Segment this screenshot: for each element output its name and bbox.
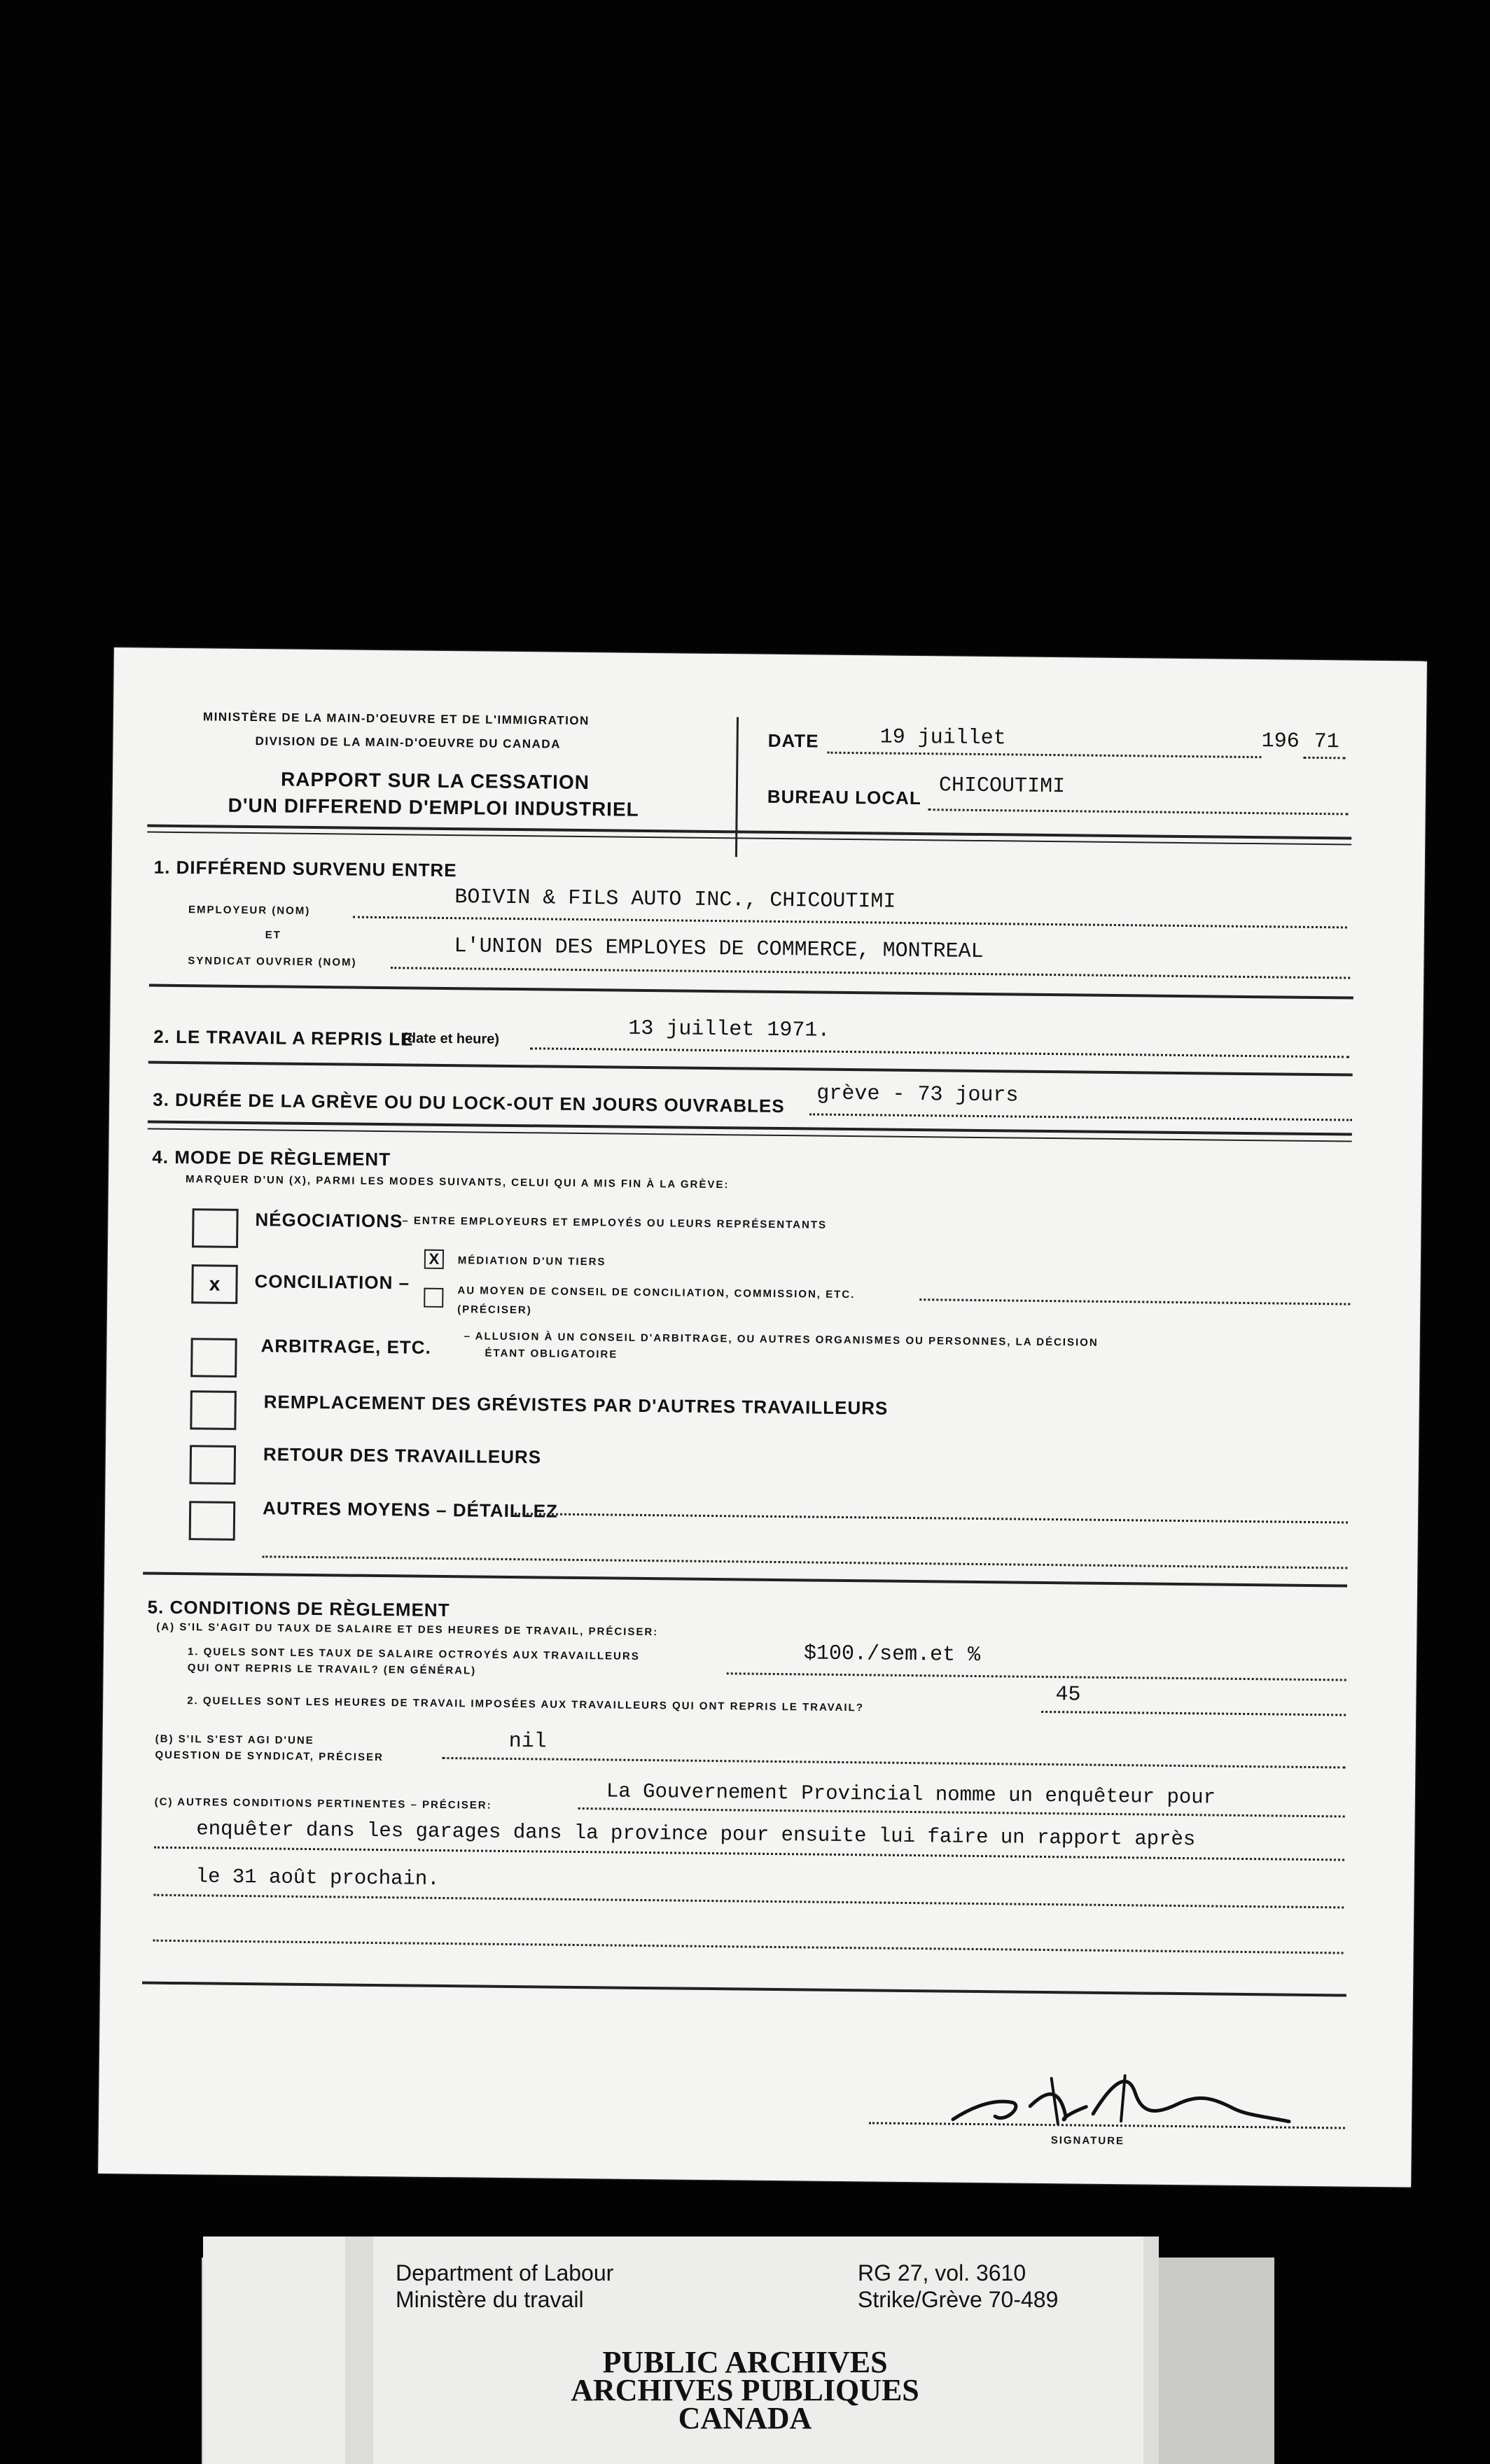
section-1-title: 1. DIFFÉREND SURVENU ENTRE [153, 856, 457, 881]
archives-line-3: CANADA [678, 2401, 812, 2435]
remplacement-checkbox [190, 1390, 237, 1430]
archives-line-1: PUBLIC ARCHIVES [602, 2345, 888, 2379]
section-5-c-dotted-line-1 [578, 1807, 1345, 1817]
section-3-title: 3. DURÉE DE LA GRÈVE OU DU LOCK-OUT EN JOURS OUVRABLES [153, 1088, 785, 1117]
section-5-c-dotted-line-4 [153, 1940, 1344, 1954]
section-5-a1-line-1: 1. QUELS SONT LES TAUX DE SALAIRE OCTROYÉS AUX TRAVAILLEURS [187, 1646, 640, 1662]
union-question-value: nil [508, 1729, 547, 1754]
year-value: 71 [1314, 729, 1339, 755]
retour-label: RETOUR DES TRAVAILLEURS [263, 1443, 542, 1468]
negociations-desc: – ENTRE EMPLOYEURS ET EMPLOYÉS OU LEURS REPRÉSENTANTS [402, 1214, 828, 1231]
arbitrage-label: ARBITRAGE, ETC. [260, 1335, 431, 1358]
form-title-line-2: D'UN DIFFEREND D'EMPLOI INDUSTRIEL [228, 794, 639, 820]
et-label: ET [265, 929, 281, 941]
section-5-a1-dotted-line [727, 1672, 1346, 1681]
hours-value: 45 [1055, 1683, 1081, 1707]
negociations-checkbox [192, 1208, 239, 1248]
section-5-title: 5. CONDITIONS DE RÈGLEMENT [147, 1596, 450, 1621]
archive-dept-fr: Ministère du travail [396, 2287, 584, 2312]
header-divider [735, 717, 739, 857]
handwritten-signature [946, 2064, 1297, 2137]
date-value: 19 juillet [879, 725, 1006, 751]
section-2-title: 2. LE TRAVAIL A REPRIS LE [153, 1026, 414, 1050]
autres-label: AUTRES MOYENS – DÉTAILLEZ [262, 1497, 559, 1522]
ministry-line-2: DIVISION DE LA MAIN-D'OEUVRE DU CANADA [255, 734, 561, 751]
union-dotted-line [391, 967, 1350, 979]
union-value: L'UNION DES EMPLOYES DE COMMERCE, MONTREAL [454, 934, 984, 965]
negociations-label: NÉGOCIATIONS [255, 1209, 403, 1232]
signature-label: SIGNATURE [1050, 2134, 1125, 2148]
section-5-a1-line-2: QUI ONT REPRIS LE TRAVAIL? (EN GÉNÉRAL) [187, 1662, 477, 1677]
section-5-c-label: (C) AUTRES CONDITIONS PERTINENTES – PRÉCISER: [154, 1795, 492, 1812]
bureau-label: BUREAU LOCAL [767, 785, 921, 809]
section-5-b-line-1: (B) S'IL S'EST AGI D'UNE [155, 1732, 314, 1747]
date-label: DATE [767, 729, 819, 752]
section-3-rule [148, 1121, 1352, 1136]
bureau-value: CHICOUTIMI [938, 774, 1066, 799]
conciliation-label: CONCILIATION – [254, 1270, 410, 1294]
section-2-dotted-line [530, 1047, 1349, 1058]
strike-report-form [98, 648, 1427, 2188]
conciliation-checkbox: x [191, 1264, 238, 1304]
archive-ref-line-1: RG 27, vol. 3610 [858, 2260, 1026, 2286]
bureau-dotted-line [928, 808, 1349, 815]
year-prefix: 196 [1261, 729, 1300, 754]
section-5-b-line-2: QUESTION DE SYNDICAT, PRÉCISER [155, 1749, 384, 1764]
ministry-line-1: MINISTÈRE DE LA MAIN-D'OEUVRE ET DE L'IMMIGRATION [202, 710, 590, 728]
conseil-checkbox [424, 1288, 443, 1308]
mediation-label: MÉDIATION D'UN TIERS [457, 1254, 606, 1268]
preciser-label: (PRÉCISER) [457, 1303, 532, 1317]
strike-duration-value: grève - 73 jours [816, 1082, 1019, 1108]
archive-dept-en: Department of Labour [396, 2260, 614, 2286]
section-5-c-dotted-line-3 [153, 1894, 1344, 1909]
salary-value: $100./sem.et % [803, 1642, 981, 1668]
employer-label: EMPLOYEUR (NOM) [188, 904, 311, 917]
other-conditions-line-3: le 31 août prochain. [195, 1865, 440, 1891]
section-2-subtitle: (date et heure) [403, 1030, 500, 1047]
union-label: SYNDICAT OUVRIER (NOM) [188, 955, 357, 969]
section-5-b-dotted-line [442, 1757, 1345, 1769]
autres-dotted-line-1 [515, 1513, 1348, 1523]
archive-ref-line-2: Strike/Grève 70-489 [858, 2287, 1059, 2312]
mediation-checkbox: X [424, 1250, 444, 1269]
section-3-rule-2 [148, 1128, 1352, 1142]
section-4-title: 4. MODE DE RÈGLEMENT [152, 1146, 391, 1170]
section-5-a2-label: 2. QUELLES SONT LES HEURES DE TRAVAIL IMPOSÉES AUX TRAVAILLEURS QUI ONT REPRIS LE TRAVAIL? [187, 1695, 865, 1714]
remplacement-label: REMPLACEMENT DES GRÉVISTES PAR D'AUTRES TRAVAILLEURS [263, 1391, 889, 1419]
section-5-rule [142, 1982, 1346, 1997]
conseil-dotted-line [919, 1298, 1350, 1305]
retour-checkbox [189, 1445, 236, 1485]
autres-checkbox [189, 1501, 236, 1541]
other-conditions-line-2: enquêter dans les garages dans la province pour ensuite lui faire un rapport après [196, 1817, 1196, 1851]
arbitrage-desc-1: – ALLUSION À UN CONSEIL D'ARBITRAGE, OU AUTRES ORGANISMES OU PERSONNES, LA DÉCISION [464, 1330, 1099, 1349]
arbitrage-checkbox [190, 1338, 237, 1378]
section-3-dotted-line [809, 1113, 1352, 1121]
section-4-rule [143, 1572, 1347, 1588]
conseil-label: AU MOYEN DE CONSEIL DE CONCILIATION, COMMISSION, ETC. [457, 1284, 856, 1301]
section-5-a2-dotted-line [1041, 1711, 1346, 1716]
autres-dotted-line-2 [262, 1555, 1347, 1569]
date-dotted-line [827, 752, 1261, 758]
employer-value: BOIVIN & FILS AUTO INC., CHICOUTIMI [454, 886, 896, 914]
section-1-rule [149, 984, 1353, 1000]
section-5-a-label: (A) S'IL S'AGIT DU TAUX DE SALAIRE ET DES HEURES DE TRAVAIL, PRÉCISER: [156, 1620, 659, 1639]
employer-dotted-line [353, 916, 1347, 929]
form-title-line-1: RAPPORT SUR LA CESSATION [280, 768, 590, 794]
archives-line-2: ARCHIVES PUBLIQUES [571, 2373, 919, 2407]
other-conditions-line-1: La Gouvernement Provincial nomme un enquêteur pour [606, 1779, 1216, 1809]
arbitrage-desc-2: ÉTANT OBLIGATOIRE [485, 1347, 618, 1361]
year-dotted-line [1303, 757, 1345, 760]
work-resumed-value: 13 juillet 1971. [628, 1016, 830, 1043]
section-4-instruction: MARQUER D'UN (X), PARMI LES MODES SUIVANTS, CELUI QUI A MIS FIN À LA GRÈVE: [185, 1173, 730, 1191]
section-2-rule [148, 1061, 1353, 1077]
